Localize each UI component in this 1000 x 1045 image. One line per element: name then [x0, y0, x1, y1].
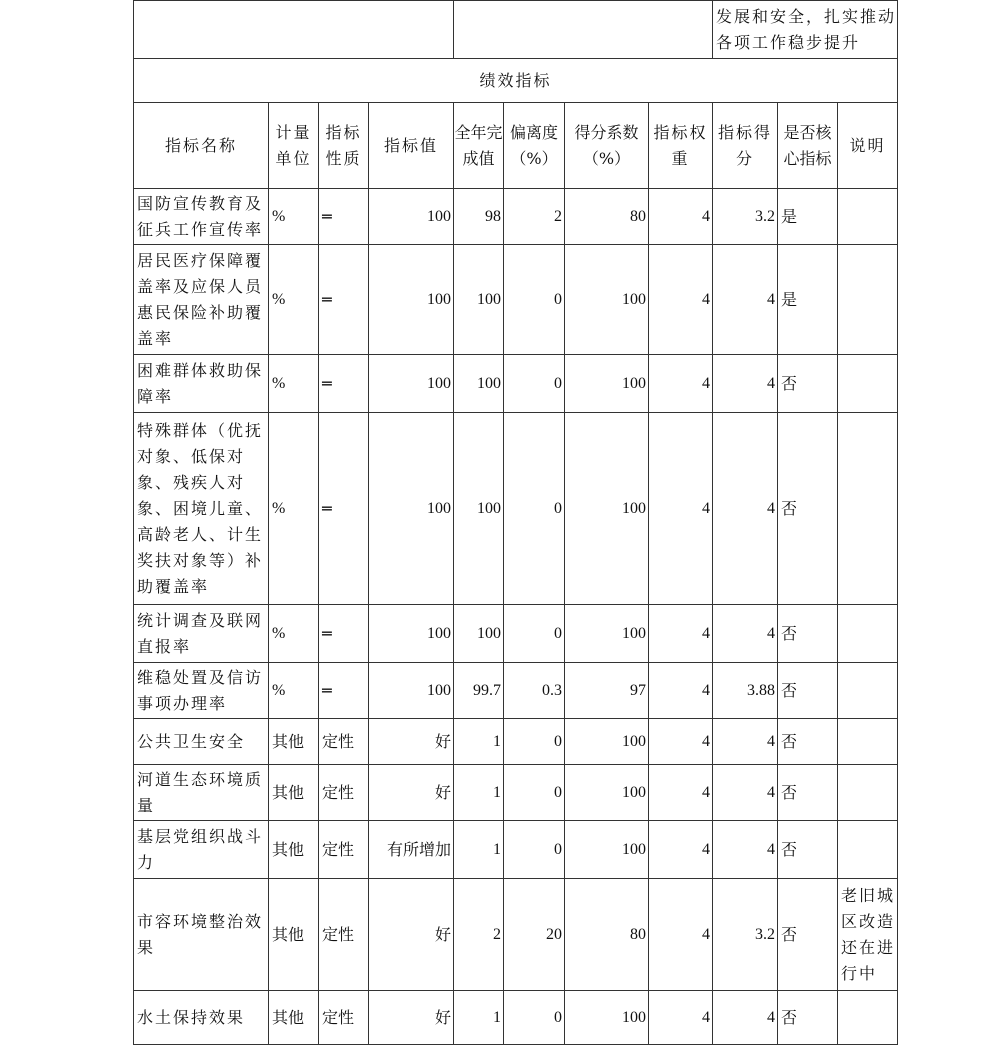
nature-cell: ═: [319, 605, 369, 663]
nature-cell: 定性: [319, 991, 369, 1045]
deviation-cell: 0: [504, 765, 565, 821]
score-cell: 4: [713, 245, 778, 355]
nature-cell: 定性: [319, 821, 369, 879]
weight-cell: 4: [649, 765, 713, 821]
value-cell: 好: [369, 991, 454, 1045]
table-row: [134, 245, 898, 355]
nature-cell: ═: [319, 663, 369, 719]
remark-cell: 老旧城区改造还在进行中: [838, 879, 898, 991]
weight-cell: 4: [649, 821, 713, 879]
indicator-name: 市容环境整治效果: [134, 879, 269, 991]
remark-cell: [838, 991, 898, 1045]
core-cell: 否: [778, 605, 838, 663]
score-cell: 3.88: [713, 663, 778, 719]
top-row-note: 发展和安全，扎实推动各项工作稳步提升: [713, 1, 898, 59]
score-cell: 4: [713, 821, 778, 879]
header-value: 指标值: [369, 103, 454, 189]
top-row-blank-middle: [454, 1, 713, 59]
weight-cell: 4: [649, 245, 713, 355]
value-cell: 好: [369, 719, 454, 765]
indicator-name: 维稳处置及信访事项办理率: [134, 663, 269, 719]
unit-cell: %: [269, 413, 319, 605]
top-row: [134, 1, 898, 59]
value-cell: 100: [369, 189, 454, 245]
remark-cell: [838, 413, 898, 605]
table-row: [134, 719, 898, 765]
score-cell: 4: [713, 605, 778, 663]
header-row: [134, 103, 898, 189]
score-cell: 4: [713, 765, 778, 821]
indicator-name: 特殊群体（优抚对象、低保对象、残疾人对象、困境儿童、高龄老人、计生奖扶对象等）补助覆盖率: [134, 413, 269, 605]
coefficient-cell: 80: [565, 879, 649, 991]
coefficient-cell: 100: [565, 413, 649, 605]
core-cell: 否: [778, 413, 838, 605]
section-title-row: [134, 59, 898, 103]
remark-cell: [838, 821, 898, 879]
deviation-cell: 0: [504, 605, 565, 663]
indicator-name: 国防宣传教育及征兵工作宣传率: [134, 189, 269, 245]
unit-cell: 其他: [269, 765, 319, 821]
remark-cell: [838, 765, 898, 821]
header-unit: 计量单位: [269, 103, 319, 189]
nature-cell: ═: [319, 355, 369, 413]
unit-cell: %: [269, 663, 319, 719]
deviation-cell: 0: [504, 413, 565, 605]
value-cell: 100: [369, 663, 454, 719]
coefficient-cell: 80: [565, 189, 649, 245]
deviation-cell: 0: [504, 245, 565, 355]
indicator-name: 基层党组织战斗力: [134, 821, 269, 879]
core-cell: 否: [778, 355, 838, 413]
indicator-name: 河道生态环境质量: [134, 765, 269, 821]
coefficient-cell: 100: [565, 719, 649, 765]
coefficient-cell: 100: [565, 765, 649, 821]
core-cell: 否: [778, 765, 838, 821]
weight-cell: 4: [649, 719, 713, 765]
deviation-cell: 0: [504, 821, 565, 879]
core-cell: 否: [778, 663, 838, 719]
unit-cell: %: [269, 355, 319, 413]
value-cell: 好: [369, 765, 454, 821]
header-nature: 指标性质: [319, 103, 369, 189]
value-cell: 100: [369, 413, 454, 605]
weight-cell: 4: [649, 879, 713, 991]
value-cell: 100: [369, 605, 454, 663]
completion-cell: 98: [454, 189, 504, 245]
completion-cell: 100: [454, 413, 504, 605]
header-core: 是否核心指标: [778, 103, 838, 189]
completion-cell: 100: [454, 355, 504, 413]
weight-cell: 4: [649, 663, 713, 719]
section-title: 绩效指标: [134, 59, 898, 103]
unit-cell: 其他: [269, 991, 319, 1045]
header-remark: 说明: [838, 103, 898, 189]
unit-cell: 其他: [269, 879, 319, 991]
header-deviation: 偏离度（%）: [504, 103, 565, 189]
unit-cell: 其他: [269, 719, 319, 765]
remark-cell: [838, 355, 898, 413]
remark-cell: [838, 189, 898, 245]
value-cell: 有所增加: [369, 821, 454, 879]
remark-cell: [838, 605, 898, 663]
remark-cell: [838, 245, 898, 355]
coefficient-cell: 97: [565, 663, 649, 719]
core-cell: 是: [778, 189, 838, 245]
table-row: [134, 355, 898, 413]
nature-cell: 定性: [319, 765, 369, 821]
weight-cell: 4: [649, 605, 713, 663]
deviation-cell: 0: [504, 355, 565, 413]
core-cell: 否: [778, 879, 838, 991]
indicator-name: 统计调查及联网直报率: [134, 605, 269, 663]
completion-cell: 100: [454, 605, 504, 663]
coefficient-cell: 100: [565, 821, 649, 879]
score-cell: 3.2: [713, 879, 778, 991]
indicator-name: 困难群体救助保障率: [134, 355, 269, 413]
weight-cell: 4: [649, 413, 713, 605]
deviation-cell: 0: [504, 991, 565, 1045]
completion-cell: 1: [454, 719, 504, 765]
indicator-name: 公共卫生安全: [134, 719, 269, 765]
unit-cell: %: [269, 245, 319, 355]
table-row: [134, 605, 898, 663]
completion-cell: 1: [454, 765, 504, 821]
header-name: 指标名称: [134, 103, 269, 189]
table-row: [134, 879, 898, 991]
nature-cell: 定性: [319, 719, 369, 765]
remark-cell: [838, 663, 898, 719]
indicator-name: 水土保持效果: [134, 991, 269, 1045]
score-cell: 4: [713, 355, 778, 413]
table-row: [134, 663, 898, 719]
unit-cell: 其他: [269, 821, 319, 879]
completion-cell: 1: [454, 821, 504, 879]
nature-cell: ═: [319, 189, 369, 245]
weight-cell: 4: [649, 189, 713, 245]
header-completion: 全年完成值: [454, 103, 504, 189]
value-cell: 100: [369, 245, 454, 355]
table-row: [134, 189, 898, 245]
header-score: 指标得分: [713, 103, 778, 189]
table-row: [134, 413, 898, 605]
nature-cell: ═: [319, 245, 369, 355]
score-cell: 3.2: [713, 189, 778, 245]
indicator-name: 居民医疗保障覆盖率及应保人员惠民保险补助覆盖率: [134, 245, 269, 355]
score-cell: 4: [713, 719, 778, 765]
completion-cell: 100: [454, 245, 504, 355]
core-cell: 否: [778, 821, 838, 879]
table-row: [134, 765, 898, 821]
deviation-cell: 2: [504, 189, 565, 245]
core-cell: 否: [778, 719, 838, 765]
coefficient-cell: 100: [565, 991, 649, 1045]
nature-cell: 定性: [319, 879, 369, 991]
deviation-cell: 0: [504, 719, 565, 765]
unit-cell: %: [269, 605, 319, 663]
coefficient-cell: 100: [565, 245, 649, 355]
core-cell: 否: [778, 991, 838, 1045]
nature-cell: ═: [319, 413, 369, 605]
deviation-cell: 0.3: [504, 663, 565, 719]
remark-cell: [838, 719, 898, 765]
header-weight: 指标权重: [649, 103, 713, 189]
value-cell: 好: [369, 879, 454, 991]
score-cell: 4: [713, 991, 778, 1045]
coefficient-cell: 100: [565, 355, 649, 413]
unit-cell: %: [269, 189, 319, 245]
top-row-blank-left: [134, 1, 454, 59]
weight-cell: 4: [649, 355, 713, 413]
completion-cell: 2: [454, 879, 504, 991]
completion-cell: 1: [454, 991, 504, 1045]
header-coefficient: 得分系数（%）: [565, 103, 649, 189]
core-cell: 是: [778, 245, 838, 355]
coefficient-cell: 100: [565, 605, 649, 663]
table-row: [134, 991, 898, 1045]
score-cell: 4: [713, 413, 778, 605]
completion-cell: 99.7: [454, 663, 504, 719]
performance-indicator-table: [133, 0, 898, 1045]
table-row: [134, 821, 898, 879]
weight-cell: 4: [649, 991, 713, 1045]
value-cell: 100: [369, 355, 454, 413]
deviation-cell: 20: [504, 879, 565, 991]
